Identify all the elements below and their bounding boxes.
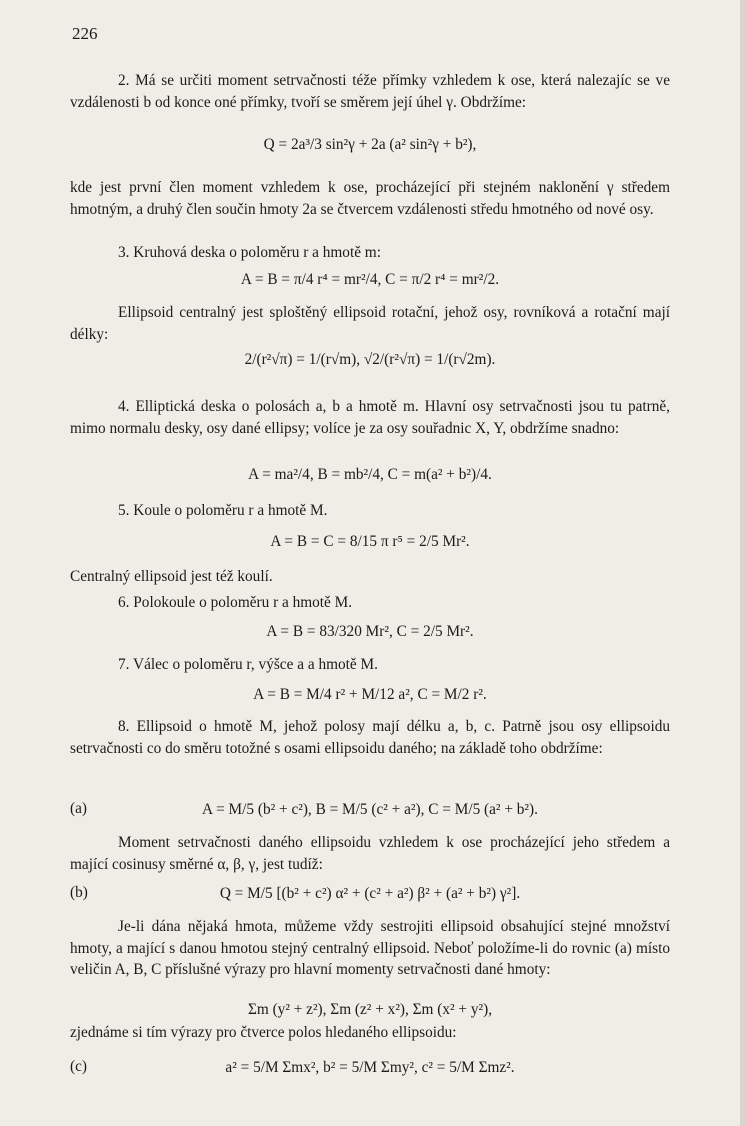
equation-Q: Q = 2a³/3 sin²γ + 2a (a² sin²γ + b²), [263,136,477,153]
paragraph-6: 6. Polokoule o poloměru r a hmotě M. [118,594,353,611]
paragraph-2: 2. Má se určiti moment setrvačnosti téže přímky vzhledem k ose, která nalezajíc se ve vzdálenosti b od konce oné přímky, tvoří se směrem její úhel γ. Obdržíme: [70,72,670,111]
paragraph-last-2: zjednáme si tím výrazy pro čtverce polos hledaného ellipsoidu: [70,1024,457,1041]
equation-sums: Σm (y² + z²), Σm (z² + x²), Σm (x² + y²), [247,1001,493,1018]
paragraph-8-moment: Moment setrvačnosti daného ellipsoidu vzhledem k ose procházející jeho středem a mající cosinusy směrné α, β, γ, jest tudíž: [70,834,670,873]
paragraph-2-explanation: kde jest první člen moment vzhledem k ose, procházející při stejném naklonění γ středem hmotným, a druhý člen součin hmoty 2a se čtvercem vzdálenosti středu hmotného od nové osy. [70,179,670,218]
equation-3b: 2/(r²√π) = 1/(r√m), √2/(r²√π) = 1/(r√2m). [244,351,496,368]
equation-5: A = B = C = 8/15 π r⁵ = 2/5 Mr². [270,533,470,550]
equation-b: Q = M/5 [(b² + c²) α² + (c² + a²) β² + (a² + b²) γ²]. [219,885,521,902]
paragraph-3-ellipsoid: Ellipsoid centralný jest sploštěný ellipsoid rotační, jehož osy, rovníková a rotační mají délky: [70,304,670,343]
paragraph-5-after: Centralný ellipsoid jest též koulí. [70,568,273,585]
equation-tag-b: (b) [70,884,88,901]
page-edge [740,0,746,1126]
paragraph-7: 7. Válec o poloměru r, výšce a a hmotě M. [118,656,378,673]
equation-7: A = B = M/4 r² + M/12 a², C = M/2 r². [253,686,487,703]
equation-3: A = B = π/4 r⁴ = mr²/4, C = π/2 r⁴ = mr²/2. [240,271,500,288]
equation-tag-a: (a) [70,800,87,817]
equation-6: A = B = 83/320 Mr², C = 2/5 Mr². [266,623,474,640]
equation-a: A = M/5 (b² + c²), B = M/5 (c² + a²), C = M/5 (a² + b²). [202,801,538,818]
equation-4: A = ma²/4, B = mb²/4, C = m(a² + b²)/4. [248,466,492,483]
equation-tag-c: (c) [70,1058,87,1075]
paragraph-3: 3. Kruhová deska o poloměru r a hmotě m: [118,244,381,261]
paragraph-last: Je-li dána nějaká hmota, můžeme vždy sestrojiti ellipsoid obsahující stejné množství hmoty, a mající s danou hmotou stejný centralný ellipsoid. Neboť položíme-li do rovnic (a) místo veličin A, B, C příslušné výrazy pro hlavní momenty setrvačnosti dané hmoty: [70,918,670,979]
paragraph-8: 8. Ellipsoid o hmotě M, jehož polosy mají délku a, b, c. Patrně jsou osy ellipsoidu setrvačnosti co do směru totožné s osami ellipsoidu daného; na základě toho obdržíme: [70,718,670,757]
paragraph-4: 4. Elliptická deska o polosách a, b a hmotě m. Hlavní osy setrvačnosti jsou tu patrně, mimo normalu desky, osy dané ellipsy; volíce je za osy souřadnic X, Y, obdržíme snadno: [70,398,670,437]
paragraph-5: 5. Koule o poloměru r a hmotě M. [118,502,328,519]
page-number: 226 [72,24,98,43]
equation-c: a² = 5/M Σmx², b² = 5/M Σmy², c² = 5/M Σmz². [225,1059,515,1076]
